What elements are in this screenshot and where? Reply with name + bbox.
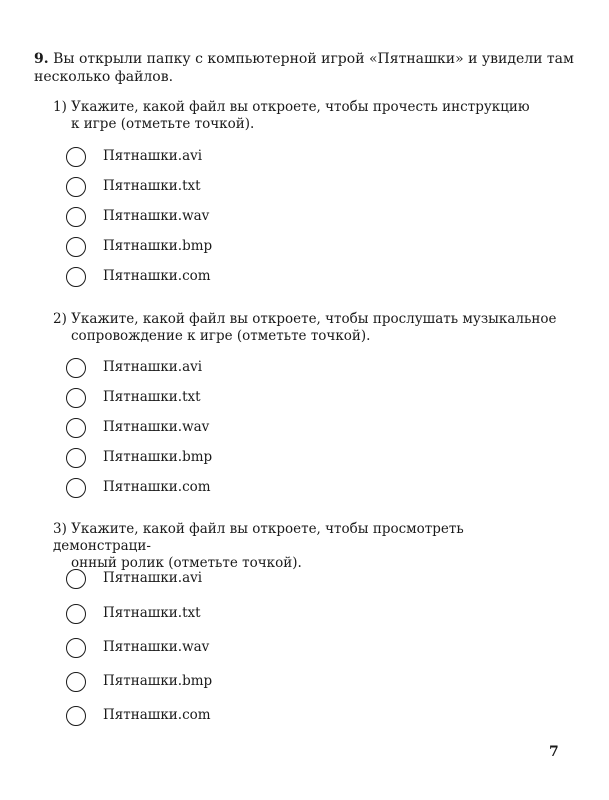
option-label: Пятнашки.txt <box>103 178 201 194</box>
subquestion-1-line-1: 1) Укажите, какой файл вы откроете, чтобы прочесть инструкцию <box>53 99 530 115</box>
radio-circle[interactable] <box>66 237 86 257</box>
radio-circle[interactable] <box>66 358 86 378</box>
option-label: Пятнашки.com <box>103 707 211 723</box>
sq1-option-avi[interactable] <box>66 146 203 168</box>
option-label: Пятнашки.bmp <box>103 673 213 689</box>
sq1-option-txt[interactable] <box>66 176 201 198</box>
sq3-option-com[interactable] <box>66 705 211 727</box>
subquestion-1-line-2: к игре (отметьте точкой). <box>71 116 255 132</box>
sq1-option-wav[interactable] <box>66 206 210 228</box>
option-label: Пятнашки.avi <box>103 570 203 586</box>
option-label: Пятнашки.bmp <box>103 238 213 254</box>
sq3-option-txt[interactable] <box>66 603 201 625</box>
option-label: Пятнашки.com <box>103 479 211 495</box>
subquestion-2-line-2: сопровождение к игре (отметьте точкой). <box>71 328 371 344</box>
sq2-option-avi[interactable] <box>66 357 203 379</box>
sq1-option-com[interactable] <box>66 266 211 288</box>
sq3-option-wav[interactable] <box>66 637 210 659</box>
sq1-option-bmp[interactable] <box>66 236 213 258</box>
radio-circle[interactable] <box>66 418 86 438</box>
subquestion-3-line-2: онный ролик (отметьте точкой). <box>71 555 302 571</box>
option-label: Пятнашки.bmp <box>103 449 213 465</box>
option-label: Пятнашки.com <box>103 268 211 284</box>
sq3-option-avi[interactable] <box>66 568 203 590</box>
radio-circle[interactable] <box>66 177 86 197</box>
option-label: Пятнашки.wav <box>103 639 210 655</box>
subquestion-1 <box>53 99 563 133</box>
sq2-option-bmp[interactable] <box>66 447 213 469</box>
radio-circle[interactable] <box>66 267 86 287</box>
radio-circle[interactable] <box>66 448 86 468</box>
radio-circle[interactable] <box>66 604 86 624</box>
radio-circle[interactable] <box>66 478 86 498</box>
page-number: 7 <box>549 744 559 760</box>
radio-circle[interactable] <box>66 672 86 692</box>
sq2-option-wav[interactable] <box>66 417 210 439</box>
option-label: Пятнашки.avi <box>103 359 203 375</box>
option-label: Пятнашки.wav <box>103 419 210 435</box>
subquestion-2-line-1: 2) Укажите, какой файл вы откроете, чтобы прослушать музыкальное <box>53 311 557 327</box>
option-label: Пятнашки.avi <box>103 148 203 164</box>
question-line-1: Вы открыли папку с компьютерной игрой «Пятнашки» и увидели там <box>53 51 574 67</box>
radio-circle[interactable] <box>66 207 86 227</box>
radio-circle[interactable] <box>66 638 86 658</box>
sq2-option-com[interactable] <box>66 477 211 499</box>
subquestion-3 <box>53 521 563 572</box>
radio-circle[interactable] <box>66 706 86 726</box>
question-number: 9. <box>34 51 49 67</box>
question-text <box>34 50 574 86</box>
question-line-2: несколько файлов. <box>34 69 174 85</box>
option-label: Пятнашки.txt <box>103 605 201 621</box>
subquestion-2 <box>53 311 563 345</box>
option-label: Пятнашки.txt <box>103 389 201 405</box>
radio-circle[interactable] <box>66 569 86 589</box>
radio-circle[interactable] <box>66 147 86 167</box>
option-label: Пятнашки.wav <box>103 208 210 224</box>
radio-circle[interactable] <box>66 388 86 408</box>
subquestion-3-line-1: 3) Укажите, какой файл вы откроете, чтобы просмотреть демонстраци- <box>53 521 464 554</box>
sq3-option-bmp[interactable] <box>66 671 213 693</box>
sq2-option-txt[interactable] <box>66 387 201 409</box>
